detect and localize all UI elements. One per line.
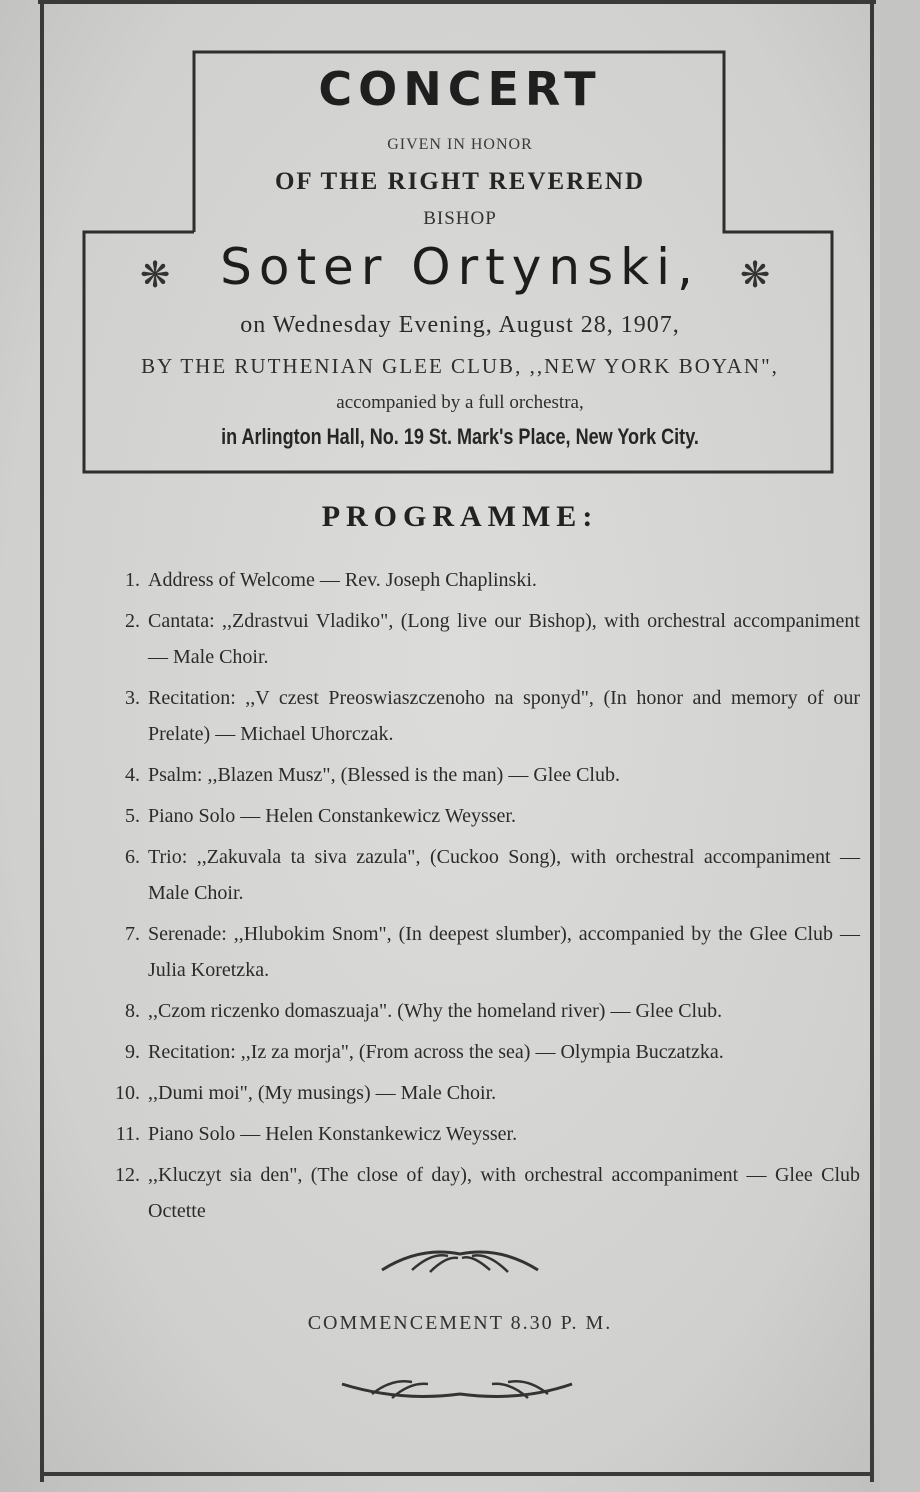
item-number: 2. <box>125 610 140 632</box>
bishop-line: BISHOP <box>423 208 497 229</box>
item-number: 6. <box>125 846 140 868</box>
list-item <box>100 757 860 793</box>
accompaniment-line: accompanied by a full orchestra, <box>336 392 584 413</box>
list-item <box>100 839 860 911</box>
list-item <box>100 1157 860 1229</box>
right-reverend-line: OF THE RIGHT REVEREND <box>274 168 646 195</box>
programme-heading: PROGRAMME: <box>321 500 599 533</box>
item-text: Serenade: ,,Hlubokim Snom", (In deepest slumber), accompanied by the Glee Club — Julia Koretzka. <box>148 923 860 981</box>
list-item <box>100 993 860 1029</box>
item-text: Address of Welcome — Rev. Joseph Chaplinski. <box>148 569 537 591</box>
flourish-top-icon <box>0 1240 920 1280</box>
item-text: Cantata: ,,Zdrastvui Vladiko", (Long live our Bishop), with orchestral accompaniment — Male Choir. <box>148 610 860 668</box>
header-box <box>0 0 920 500</box>
item-number: 1. <box>125 569 140 591</box>
item-number: 4. <box>125 764 140 786</box>
list-item <box>100 798 860 834</box>
item-number: 12. <box>115 1164 140 1186</box>
list-item <box>100 1034 860 1070</box>
list-item <box>100 603 860 675</box>
item-text: ,,Dumi moi", (My musings) — Male Choir. <box>148 1082 497 1104</box>
list-item <box>100 1116 860 1152</box>
honoree-name: Soter Ortynski, <box>220 238 700 296</box>
programme-list <box>100 562 860 1234</box>
list-item <box>100 916 860 988</box>
flourish-bottom-icon <box>0 1372 920 1412</box>
list-item <box>100 1075 860 1111</box>
ornament-left-icon: ❋ <box>140 255 171 295</box>
item-text: Psalm: ,,Blazen Musz", (Blessed is the man) — Glee Club. <box>148 764 620 786</box>
performer-line: BY THE RUTHENIAN GLEE CLUB, ,,NEW YORK BOYAN", <box>141 354 779 378</box>
item-number: 10. <box>115 1082 140 1104</box>
ornament-right-icon: ❋ <box>740 255 771 295</box>
item-text: Piano Solo — Helen Konstankewicz Weysser. <box>148 1123 518 1145</box>
item-number: 7. <box>125 923 140 945</box>
item-text: Trio: ,,Zakuvala ta siva zazula", (Cuckoo Song), with orchestral accompaniment — Male Choir. <box>148 846 860 904</box>
item-number: 11. <box>115 1123 140 1145</box>
item-text: ,,Kluczyt sia den", (The close of day), with orchestral accompaniment — Glee Club Octette <box>148 1164 860 1222</box>
item-text: Piano Solo — Helen Constankewicz Weysser. <box>148 805 516 827</box>
item-number: 9. <box>125 1041 140 1063</box>
item-text: ,,Czom riczenko domaszuaja". (Why the homeland river) — Glee Club. <box>148 1000 723 1022</box>
list-item <box>100 562 860 598</box>
frame-border-bottom <box>40 1472 874 1476</box>
item-number: 8. <box>125 1000 140 1022</box>
item-text: Recitation: ,,Iz za morja", (From across the sea) — Olympia Buczatzka. <box>148 1041 724 1063</box>
item-text: Recitation: ,,V czest Preoswiaszczenoho na sponyd", (In honor and memory of our Prelate) — Michael Uhorczak. <box>148 687 860 745</box>
concert-date: on Wednesday Evening, August 28, 1907, <box>240 312 680 338</box>
list-item <box>100 680 860 752</box>
item-number: 5. <box>125 805 140 827</box>
given-in-honor: GIVEN IN HONOR <box>387 136 533 153</box>
concert-title: CONCERT <box>318 62 602 116</box>
venue-line: in Arlington Hall, No. 19 St. Mark's Place, New York City. <box>221 424 699 449</box>
item-number: 3. <box>125 687 140 709</box>
commencement-time: COMMENCEMENT 8.30 P. M. <box>307 1312 613 1334</box>
